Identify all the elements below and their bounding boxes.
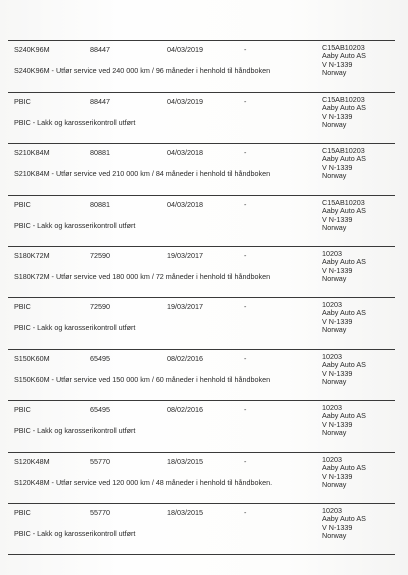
dealer-id: 10203 — [322, 352, 342, 361]
service-code: PBIC — [14, 97, 31, 106]
dealer-country: Norway — [322, 480, 347, 490]
service-record-row — [0, 195, 408, 247]
dealer-location — [322, 301, 366, 335]
dealer-location — [322, 147, 366, 181]
dealer-id: 10203 — [322, 506, 342, 515]
empty-field-dash: - — [244, 200, 247, 209]
service-date: 04/03/2018 — [167, 148, 203, 157]
service-code: S210K84M — [14, 148, 50, 157]
service-date: 08/02/2016 — [167, 354, 203, 363]
empty-field-dash: - — [244, 508, 247, 517]
service-record-row — [0, 92, 408, 144]
mileage-km: 88447 — [90, 45, 110, 54]
dealer-postcode: V N-1339 — [322, 316, 353, 326]
mileage-km: 55770 — [90, 508, 110, 517]
service-description: S150K60M - Utfør service ved 150 000 km / 60 måneder i henhold til håndboken — [14, 375, 271, 384]
dealer-id: C15AB10203 — [322, 198, 365, 207]
mileage-km: 65495 — [90, 354, 110, 363]
dealer-country: Norway — [322, 223, 347, 233]
dealer-name: Aaby Auto AS — [322, 206, 366, 216]
dealer-country: Norway — [322, 531, 347, 541]
mileage-km: 55770 — [90, 457, 110, 466]
dealer-id: 10203 — [322, 300, 342, 309]
empty-field-dash: - — [244, 251, 247, 260]
dealer-postcode: V N-1339 — [322, 522, 353, 532]
service-record-row — [0, 40, 408, 92]
dealer-name: Aaby Auto AS — [322, 514, 366, 524]
service-record-row — [0, 246, 408, 298]
empty-field-dash: - — [244, 45, 247, 54]
dealer-name: Aaby Auto AS — [322, 257, 366, 267]
dealer-postcode: V N-1339 — [322, 419, 353, 429]
service-code: S150K60M — [14, 354, 50, 363]
empty-field-dash: - — [244, 457, 247, 466]
dealer-location — [322, 96, 366, 130]
service-code: PBIC — [14, 302, 31, 311]
service-code: S240K96M — [14, 45, 50, 54]
empty-field-dash: - — [244, 405, 247, 414]
service-description: PBIC - Lakk og karosserikontroll utført — [14, 529, 136, 538]
empty-field-dash: - — [244, 302, 247, 311]
service-record-row — [0, 400, 408, 452]
dealer-name: Aaby Auto AS — [322, 308, 366, 318]
service-date: 04/03/2019 — [167, 45, 203, 54]
empty-field-dash: - — [244, 148, 247, 157]
service-description: S180K72M - Utfør service ved 180 000 km / 72 måneder i henhold til håndboken — [14, 272, 271, 281]
service-record-row — [0, 503, 408, 555]
service-description: PBIC - Lakk og karosserikontroll utført — [14, 118, 136, 127]
service-date: 04/03/2019 — [167, 97, 203, 106]
dealer-postcode: V N-1339 — [322, 111, 353, 121]
mileage-km: 80881 — [90, 148, 110, 157]
service-code: S180K72M — [14, 251, 50, 260]
dealer-name: Aaby Auto AS — [322, 154, 366, 164]
dealer-name: Aaby Auto AS — [322, 51, 366, 61]
service-description: S210K84M - Utfør service ved 210 000 km / 84 måneder i henhold til håndboken — [14, 169, 271, 178]
dealer-location — [322, 199, 366, 233]
service-description: PBIC - Lakk og karosserikontroll utført — [14, 426, 136, 435]
service-description: PBIC - Lakk og karosserikontroll utført — [14, 323, 136, 332]
dealer-postcode: V N-1339 — [322, 265, 353, 275]
dealer-postcode: V N-1339 — [322, 214, 353, 224]
service-date: 19/03/2017 — [167, 251, 203, 260]
dealer-id: C15AB10203 — [322, 146, 365, 155]
dealer-name: Aaby Auto AS — [322, 463, 366, 473]
empty-field-dash: - — [244, 97, 247, 106]
service-code: PBIC — [14, 405, 31, 414]
dealer-postcode: V N-1339 — [322, 368, 353, 378]
dealer-country: Norway — [322, 274, 347, 284]
dealer-country: Norway — [322, 428, 347, 438]
dealer-location — [322, 250, 366, 284]
dealer-country: Norway — [322, 120, 347, 130]
service-date: 04/03/2018 — [167, 200, 203, 209]
service-description: S240K96M - Utfør service ved 240 000 km / 96 måneder i henhold til håndboken — [14, 66, 271, 75]
dealer-country: Norway — [322, 68, 347, 78]
service-record-row — [0, 349, 408, 401]
dealer-location — [322, 404, 366, 438]
service-description: S120K48M - Utfør service ved 120 000 km / 48 måneder i henhold til håndboken. — [14, 478, 273, 487]
mileage-km: 72590 — [90, 251, 110, 260]
dealer-postcode: V N-1339 — [322, 59, 353, 69]
dealer-name: Aaby Auto AS — [322, 411, 366, 421]
service-date: 19/03/2017 — [167, 302, 203, 311]
dealer-id: 10203 — [322, 403, 342, 412]
service-code: PBIC — [14, 508, 31, 517]
dealer-country: Norway — [322, 377, 347, 387]
dealer-location — [322, 507, 366, 541]
dealer-id: C15AB10203 — [322, 43, 365, 52]
service-date: 18/03/2015 — [167, 457, 203, 466]
empty-field-dash: - — [244, 354, 247, 363]
dealer-id: 10203 — [322, 249, 342, 258]
mileage-km: 72590 — [90, 302, 110, 311]
dealer-country: Norway — [322, 325, 347, 335]
dealer-country: Norway — [322, 171, 347, 181]
dealer-location — [322, 456, 366, 490]
service-description: PBIC - Lakk og karosserikontroll utført — [14, 221, 136, 230]
dealer-location — [322, 353, 366, 387]
service-code: PBIC — [14, 200, 31, 209]
mileage-km: 80881 — [90, 200, 110, 209]
mileage-km: 65495 — [90, 405, 110, 414]
dealer-postcode: V N-1339 — [322, 162, 353, 172]
dealer-postcode: V N-1339 — [322, 471, 353, 481]
dealer-id: C15AB10203 — [322, 95, 365, 104]
dealer-id: 10203 — [322, 455, 342, 464]
service-code: S120K48M — [14, 457, 50, 466]
dealer-name: Aaby Auto AS — [322, 103, 366, 113]
dealer-name: Aaby Auto AS — [322, 360, 366, 370]
dealer-location — [322, 44, 366, 78]
service-date: 08/02/2016 — [167, 405, 203, 414]
service-record-row — [0, 297, 408, 349]
service-record-row — [0, 143, 408, 195]
service-record-row — [0, 452, 408, 504]
service-date: 18/03/2015 — [167, 508, 203, 517]
mileage-km: 88447 — [90, 97, 110, 106]
